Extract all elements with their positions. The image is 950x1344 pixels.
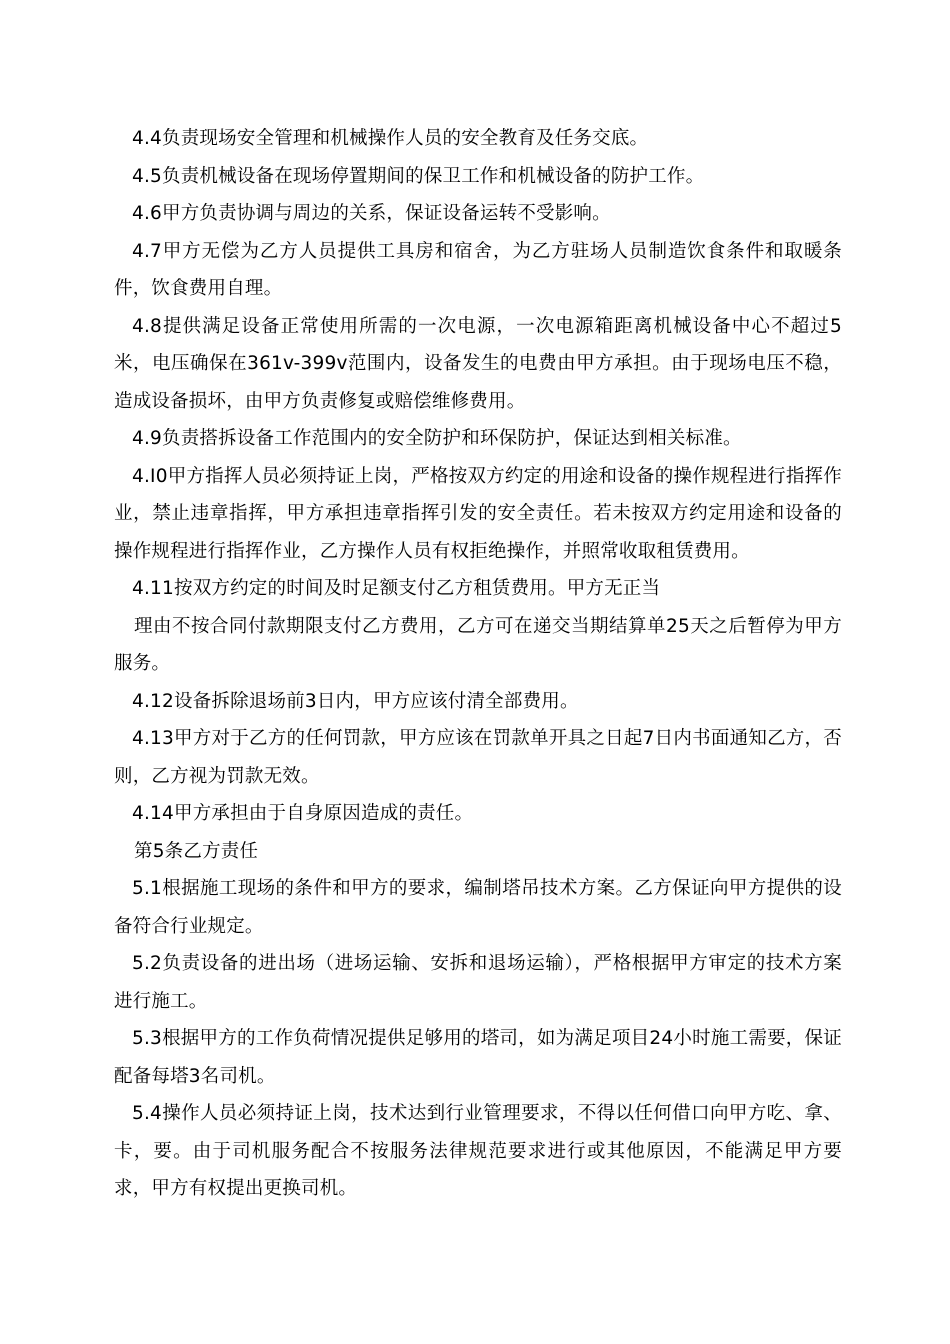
clause-5-1: 5.1根据施工现场的条件和甲方的要求，编制塔吊技术方案。乙方保证向甲方提供的设备符合行业规定。 — [114, 878, 842, 937]
clause-4-7: 4.7甲方无偿为乙方人员提供工具房和宿舍，为乙方驻场人员制造饮食条件和取暖条件，饮食费用自理。 — [114, 240, 842, 299]
clause-4-10: 4.I0甲方指挥人员必须持证上岗，严格按双方约定的用途和设备的操作规程进行指挥作业，禁止违章指挥，甲方承担违章指挥引发的安全责任。若未按双方约定用途和设备的操作规程进行指挥作业，乙方操作人员有权拒绝操作，并照常收取租赁费用。 — [114, 465, 842, 562]
clause-5-3: 5.3根据甲方的工作负荷情况提供足够用的塔司，如为满足项目24小时施工需要，保证配备每塔3名司机。 — [114, 1028, 842, 1087]
section-heading-article-5: 第5条乙方责任 — [134, 840, 259, 862]
clause-4-6: 4.6甲方负责协调与周边的关系，保证设备运转不受影响。 — [132, 203, 611, 224]
clause-4-8: 4.8提供满足设备正常使用所需的一次电源，一次电源箱距离机械设备中心不超过5米，电压确保在361v-399v范围内，设备发生的电费由甲方承担。由于现场电压不稳，造成设备损坏，由甲方负责修复或赔偿维修费用。 — [114, 315, 842, 412]
clause-4-11: 4.11按双方约定的时间及时足额支付乙方租赁费用。甲方无正当 — [132, 578, 661, 599]
clause-5-4: 5.4操作人员必须持证上岗，技术达到行业管理要求，不得以任何借口向甲方吃、拿、卡，要。由于司机服务配合不按服务法律规范要求进行或其他原因，不能满足甲方要求，甲方有权提出更换司机。 — [114, 1103, 842, 1199]
clause-4-9: 4.9负责搭拆设备工作范围内的安全防护和环保防护，保证达到相关标准。 — [132, 428, 742, 449]
clause-4-11-continued: 理由不按合同付款期限支付乙方费用，乙方可在递交当期结算单25天之后暂停为甲方服务。 — [114, 615, 842, 674]
clause-4-4: 4.4负责现场安全管理和机械操作人员的安全教育及任务交底。 — [132, 128, 649, 149]
clause-5-2: 5.2负责设备的进出场（进场运输、安拆和退场运输），严格根据甲方审定的技术方案进行施工。 — [114, 953, 842, 1012]
clause-4-13: 4.13甲方对于乙方的任何罚款，甲方应该在罚款单开具之日起7日内书面通知乙方，否则，乙方视为罚款无效。 — [114, 728, 842, 787]
clause-4-5: 4.5负责机械设备在现场停置期间的保卫工作和机械设备的防护工作。 — [132, 165, 705, 187]
document-body — [114, 120, 842, 1208]
clause-4-14: 4.14甲方承担由于自身原因造成的责任。 — [132, 803, 474, 824]
clause-4-12: 4.12设备拆除退场前3日内，甲方应该付清全部费用。 — [132, 690, 579, 712]
